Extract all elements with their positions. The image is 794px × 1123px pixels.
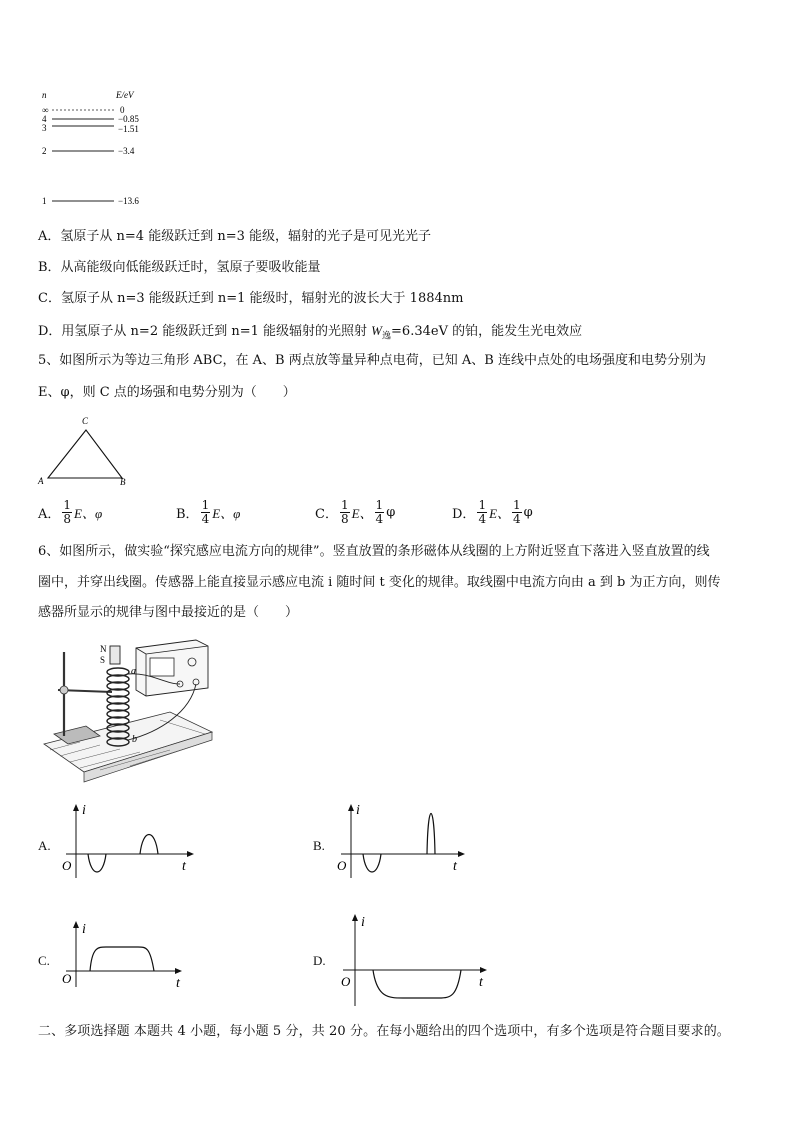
y-axis-label: i [356, 803, 360, 818]
y-arrow-icon [348, 804, 354, 811]
q5-option-c-label: C． [315, 507, 338, 522]
q6-stem-line2: 圈中，并穿出线圈。传感器上能直接显示感应电流 i 随时间 t 变化的规律。取线圈中电流方向由 a 到 b 为正方向，则传 [38, 575, 721, 590]
fraction-denominator: 4 [375, 512, 384, 526]
graph-c [58, 917, 198, 995]
q4-option-c: C．氢原子从 n=3 能级跃迁到 n=1 能级时，辐射光的波长大于 1884nm [38, 291, 464, 306]
q5-option-b-text: E、φ [212, 506, 241, 521]
y-arrow-icon [73, 921, 79, 928]
q4-option-d-pre: D．用氢原子从 n=2 能级跃迁到 n=1 能级辐射的光照射 [38, 324, 372, 339]
q4-option-d-post: =6.34eV 的铂，能发生光电效应 [391, 324, 583, 339]
q5-stem-line1: 5、如图所示为等边三角形 ABC，在 A、B 两点放等量异种点电荷，已知 A、B 连线中点处的电场强度和电势分别为 [38, 353, 706, 368]
graph-a-label: A. [38, 838, 51, 853]
level-e-1: −13.6 [118, 196, 139, 206]
y-axis-label: i [82, 803, 86, 818]
level-e-inf: 0 [120, 105, 125, 115]
fraction-numerator: 1 [201, 498, 210, 512]
q5-option-b [176, 499, 240, 526]
n-axis-label: n [42, 90, 47, 100]
fraction-numerator: 1 [375, 498, 384, 512]
fraction-denominator: 4 [478, 512, 487, 526]
y-axis-label: i [82, 922, 86, 937]
fraction-denominator: 4 [513, 512, 521, 526]
q6-stem-line3: 感器所显示的规律与图中最接近的是（ ） [38, 605, 299, 620]
vertex-c-label: C [82, 416, 89, 426]
x-axis-label: t [182, 859, 186, 874]
level-n-3: 3 [42, 123, 47, 133]
y-axis-label: i [361, 915, 365, 930]
fraction-numerator: 1 [513, 498, 521, 512]
terminal-a-label: a [131, 666, 136, 677]
q5-option-d [452, 499, 533, 526]
q5-option-c-text-1: E、 [351, 506, 373, 521]
vertex-b-label: B [120, 477, 126, 487]
curve-negative-lobe [88, 854, 106, 872]
q5-option-d-text-2: φ [523, 505, 533, 520]
clamp-knob [60, 686, 68, 694]
q5-option-b-fraction [201, 499, 211, 526]
q5-option-c-fraction-1 [340, 499, 350, 526]
section-2-heading: 二、多项选择题 本题共 4 小题，每小题 5 分，共 20 分。在每小题给出的四个选项中，有多个选项是符合题目要求的。 [38, 1024, 730, 1039]
fraction-denominator: 4 [201, 512, 210, 526]
work-function-subscript: 逸 [382, 331, 392, 342]
level-e-4: −0.85 [118, 114, 139, 124]
magnet-n-label: N [100, 644, 107, 654]
level-n-1: 1 [42, 196, 47, 206]
graph-a [58, 802, 198, 882]
graph-b-label: B. [313, 838, 325, 853]
q5-option-a-fraction [62, 499, 72, 526]
curve-negative-plateau [373, 970, 461, 998]
q5-option-c-fraction-2 [375, 499, 385, 526]
origin-label: O [341, 974, 351, 989]
x-axis-label: t [176, 976, 180, 991]
q5-option-a-text: E、φ [74, 506, 103, 521]
coil-magnet-apparatus [40, 632, 215, 784]
q5-option-a [38, 499, 102, 526]
graph-d [333, 910, 493, 1010]
curve-plateau [90, 947, 154, 971]
x-arrow-icon [175, 968, 182, 974]
level-e-2: −3.4 [118, 146, 135, 156]
fraction-numerator: 1 [340, 498, 349, 512]
level-n-inf: ∞ [42, 105, 49, 115]
graph-c-label: C. [38, 953, 50, 968]
work-function-symbol: W [371, 323, 383, 338]
q5-stem-line2: E、φ，则 C 点的场强和电势分别为（ ） [38, 385, 296, 400]
bar-magnet [110, 646, 120, 664]
level-n-2: 2 [42, 146, 47, 156]
magnet-s-label: S [100, 655, 106, 665]
q5-option-d-text-1: E、 [489, 506, 511, 521]
vertex-a-label: A [38, 476, 44, 486]
fraction-numerator: 1 [478, 498, 487, 512]
q5-option-a-label: A． [38, 507, 61, 522]
fraction-denominator: 8 [340, 512, 349, 526]
terminal-b-label: b [132, 734, 137, 745]
x-arrow-icon [458, 851, 465, 857]
y-arrow-icon [73, 804, 79, 811]
sensor-screen [150, 658, 174, 676]
graph-b [333, 800, 473, 882]
curve-negative-lobe [363, 854, 381, 872]
curve-positive-lobe [140, 835, 158, 855]
q4-option-a: A．氢原子从 n=4 能级跃迁到 n=3 能级，辐射的光子是可见光光子 [38, 229, 431, 244]
q4-option-d [38, 322, 582, 346]
triangle-abc-figure [34, 412, 134, 490]
y-arrow-icon [352, 914, 358, 921]
fraction-numerator: 1 [63, 498, 72, 512]
curve-positive-spike [427, 814, 435, 855]
origin-label: O [62, 971, 72, 986]
x-arrow-icon [480, 967, 487, 973]
triangle-abc [48, 430, 122, 478]
q5-option-d-fraction-1 [477, 499, 487, 526]
origin-label: O [337, 858, 347, 873]
q4-option-b: B．从高能级向低能级跃迁时，氢原子要吸收能量 [38, 260, 321, 275]
x-axis-label: t [479, 975, 483, 990]
level-n-4: 4 [42, 114, 47, 124]
origin-label: O [62, 858, 72, 873]
graph-d-label: D. [313, 953, 326, 968]
q6-stem-line1: 6、如图所示，做实验“探究感应电流方向的规律”。竖直放置的条形磁体从线圈的上方附近竖直下落进入竖直放置的线 [38, 544, 710, 559]
q5-option-b-label: B． [176, 507, 199, 522]
fraction-denominator: 8 [63, 512, 72, 526]
q5-option-c [315, 499, 395, 526]
energy-axis-label: E/eV [116, 90, 134, 100]
q5-option-c-text-2: φ [386, 505, 396, 520]
q5-option-d-label: D． [452, 507, 476, 522]
x-axis-label: t [453, 859, 457, 874]
level-e-3: −1.51 [118, 124, 139, 134]
energy-level-diagram [36, 86, 176, 211]
q5-option-d-fraction-2 [512, 499, 522, 526]
x-arrow-icon [187, 851, 194, 857]
